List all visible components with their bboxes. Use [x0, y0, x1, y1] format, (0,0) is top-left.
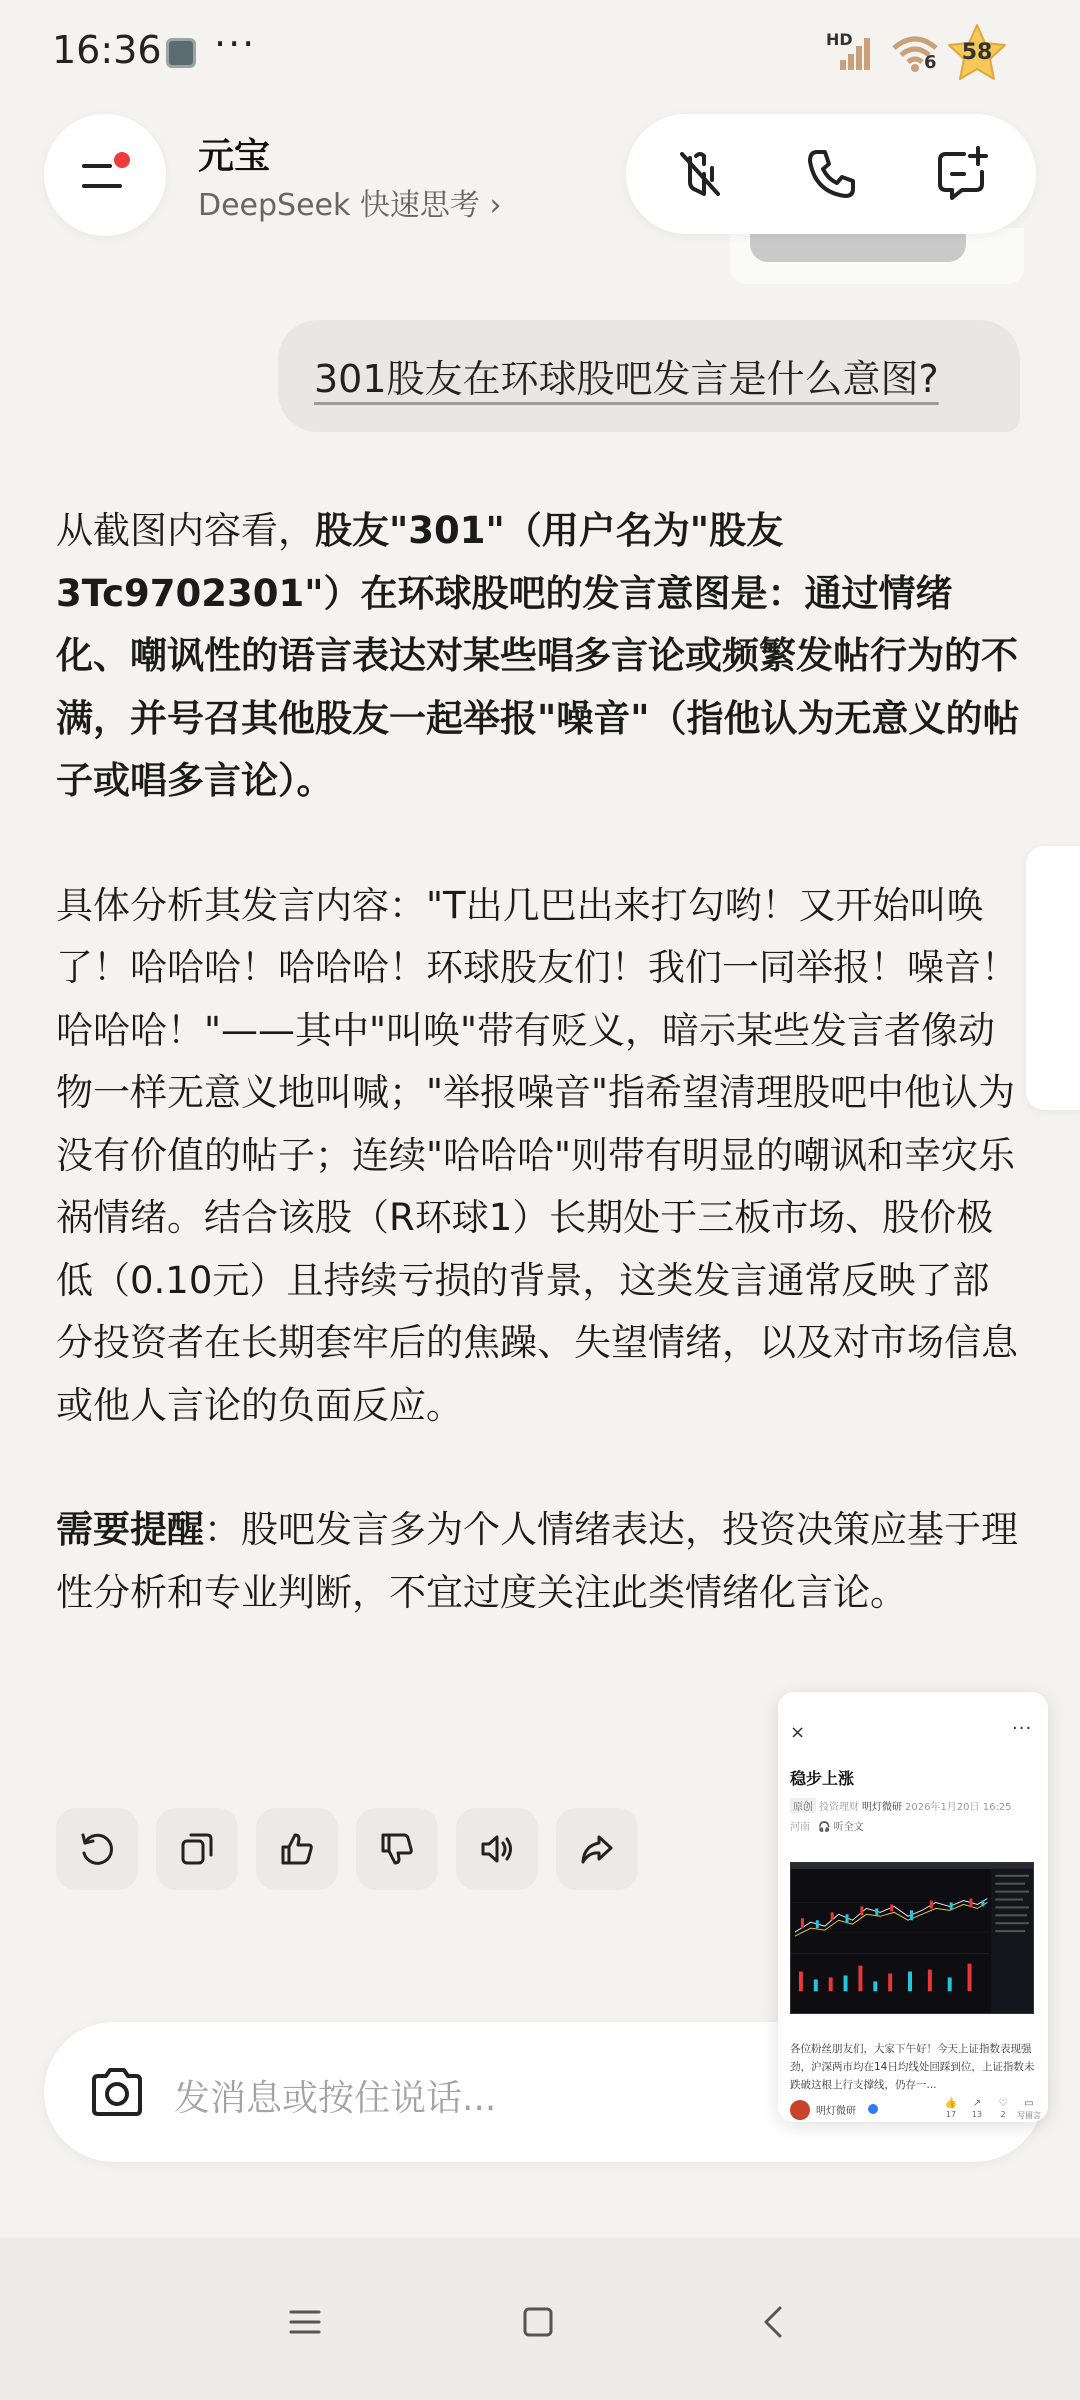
wifi-count: 6 [924, 52, 937, 73]
hd-label: HD [826, 30, 853, 49]
header-actions [626, 114, 1036, 234]
menu-icon [82, 164, 112, 168]
model-selector[interactable]: DeepSeek 快速思考 › [198, 188, 502, 223]
battery-level: 58 [961, 40, 993, 65]
verified-icon [868, 2104, 878, 2114]
like-icon: 👍 [944, 2098, 958, 2109]
comment-icon: ▭ [1024, 2098, 1034, 2109]
phone-call-icon[interactable] [801, 144, 861, 204]
status-time: 16:36 [52, 28, 162, 72]
user-message-text: 301股友在环球股吧发言是什么意图? [314, 357, 939, 401]
thumbs-up-icon [277, 1829, 317, 1869]
notification-app-icon [166, 38, 196, 68]
share-icon: ↗ [972, 2098, 982, 2109]
copy-icon [177, 1829, 217, 1869]
answer-paragraph-3: 需要提醒：股吧发言多为个人情绪表达，投资决策应基于理性分析和专业判断，不宜过度关注此类情绪化言论。 [56, 1508, 1018, 1614]
new-chat-icon[interactable] [932, 144, 992, 204]
speaker-icon [477, 1829, 517, 1869]
share-stat[interactable]: ↗ 13 [966, 2098, 988, 2119]
recent-apps-icon[interactable] [285, 2302, 325, 2342]
article-title: 稳步上涨 [790, 1769, 855, 1788]
article-sub-meta [790, 1818, 864, 1833]
thumbs-down-icon [377, 1829, 417, 1869]
footer-author-name[interactable]: 明灯微研 [816, 2106, 856, 2117]
favorite-stat[interactable]: ♡ 2 [992, 2098, 1014, 2119]
like-stat[interactable]: 👍 17 [940, 2098, 962, 2119]
article-date: 2026年1月20日 16:25 [905, 1802, 1012, 1813]
article-author[interactable]: 明灯微研 [862, 1802, 902, 1813]
article-location: 河南 [790, 1822, 810, 1833]
like-button[interactable] [256, 1808, 338, 1890]
read-aloud-button[interactable] [456, 1808, 538, 1890]
mute-icon[interactable] [670, 144, 730, 204]
camera-icon[interactable] [86, 2062, 148, 2122]
article-meta [790, 1798, 1040, 1813]
system-nav-bar [0, 2238, 1080, 2400]
assistant-answer [56, 500, 1026, 1686]
message-input-placeholder: 发消息或按住说话... [174, 2078, 497, 2119]
answer-paragraph-1: 从截图内容看，股友"301"（用户名为"股友3Tc9702301"）在环球股吧的发言意图是：通过情绪化、嘲讽性的语言表达对某些唱多言论或频繁发帖行为的不满，并号召其他股友一起举报"噪音"（指他认为无意义的帖子或唱多言论）。 [56, 509, 1020, 802]
author-avatar[interactable] [790, 2100, 810, 2120]
article-footer [790, 2100, 1040, 2122]
back-icon[interactable] [754, 2302, 794, 2342]
more-icon[interactable]: ··· [1012, 1718, 1033, 1739]
article-excerpt: 各位粉丝朋友们，大家下午好！今天上证指数表现强劲，沪深两市均在14日均线处回踩到位，上证指数未跌破这根上行支撑线，仍存一... [790, 2043, 1035, 2091]
listen-button[interactable]: 🎧 听全文 [818, 1822, 864, 1833]
answer-reminder-label: 需要提醒 [56, 1508, 204, 1551]
heart-icon: ♡ [998, 2098, 1008, 2109]
side-edge-tab[interactable] [1026, 846, 1080, 1110]
status-more-icon: ··· [214, 22, 257, 66]
answer-paragraph-2: 具体分析其发言内容："T出几巴出来打勾哟！又开始叫唤了！哈哈哈！哈哈哈！环球股友们！我们一同举报！噪音！哈哈哈！"——其中"叫唤"带有贬义，暗示某些发言者像动物一样无意义地叫喊；"举报噪音"指希望清理股吧中他认为没有价值的帖子；连续"哈哈哈"则带有明显的嘲讽和幸灾乐祸情绪。结合该股（R环球1）长期处于三板市场、股价极低（0.10元）且持续亏损的背景，这类发言通常反映了部分投资者在长期套牢后的焦躁、失望情绪，以及对市场信息或他人言论的负面反应。 [56, 883, 1018, 1427]
notification-dot [114, 152, 130, 168]
status-bar [0, 0, 1080, 104]
answer-bold-conclusion: 股友"301"（用户名为"股友3Tc9702301"）在环球股吧的发言意图是：通过情绪化、嘲讽性的语言表达对某些唱多言论或频繁发帖行为的不满，并号召其他股友一起举报"噪音"（指他认为无意义的帖子或唱多言论）。 [56, 509, 1020, 802]
comment-stat[interactable]: ▭ 写留言 [1017, 2098, 1041, 2120]
stock-chart-image [790, 1862, 1034, 2014]
regenerate-icon [77, 1829, 117, 1869]
article-stats [940, 2098, 1040, 2122]
dislike-button[interactable] [356, 1808, 438, 1890]
floating-article-window[interactable] [778, 1692, 1048, 2122]
share-button[interactable] [556, 1808, 638, 1890]
regenerate-button[interactable] [56, 1808, 138, 1890]
home-icon[interactable] [518, 2302, 558, 2342]
article-category: 投资理财 [819, 1802, 859, 1813]
app-title: 元宝 [198, 136, 271, 177]
menu-button[interactable] [44, 114, 166, 236]
cellular-signal-icon [826, 32, 876, 72]
original-tag: 原创 [790, 1798, 816, 1813]
share-icon [577, 1829, 617, 1869]
close-icon[interactable]: × [790, 1722, 806, 1743]
copy-button[interactable] [156, 1808, 238, 1890]
